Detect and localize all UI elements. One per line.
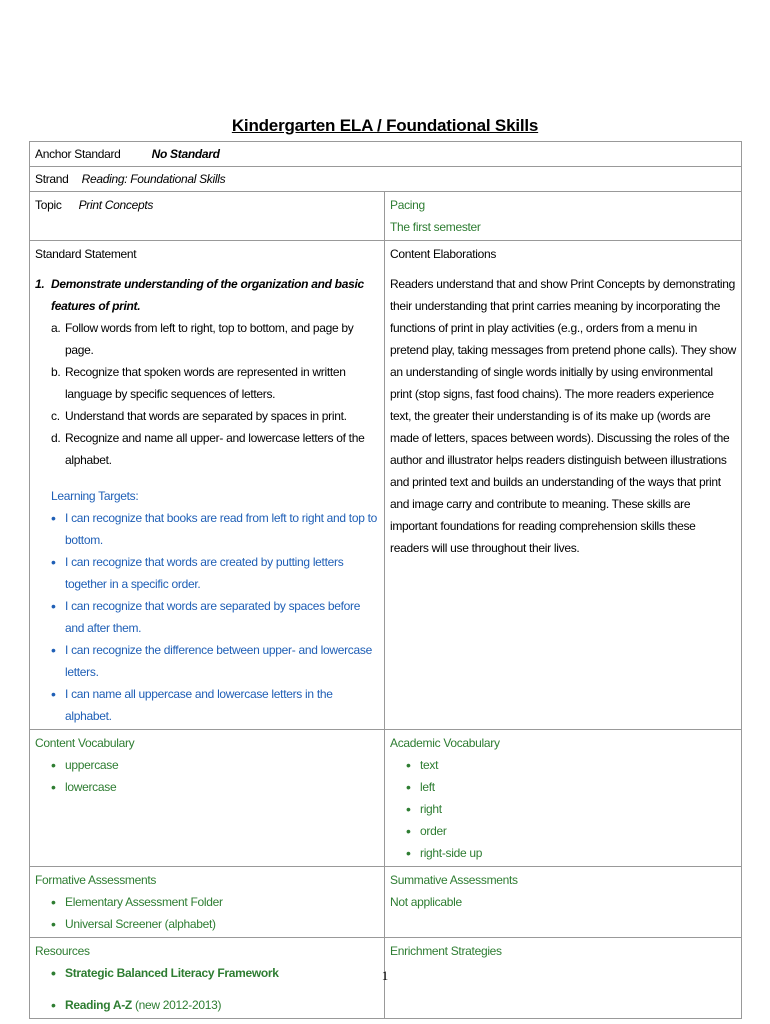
strand-label: Strand <box>35 172 69 186</box>
page-title: Kindergarten ELA / Foundational Skills <box>231 116 539 135</box>
topic-row <box>30 192 742 241</box>
statement-row <box>30 241 742 730</box>
standard-number: 1. <box>35 277 45 291</box>
standard-statement-label: Standard Statement <box>35 247 137 261</box>
academic-vocabulary-list <box>390 754 736 864</box>
standard-item: c. Understand that words are separated by spaces in print. <box>51 409 347 423</box>
standard-heading-text: Demonstrate understanding of the organization and basic features of print. <box>51 277 364 313</box>
content-elaborations-text: Readers understand that and show Print Concepts by demonstrating their understanding that print carries meaning by incorporating the functions of print in play activities (e.g., orders from a menu in pretend play, taking messages from pretend phone calls). They show an understanding of single words initially by using environmental print (stop signs, fast food chains). The more readers experience text, the greater their understanding is of its make up (words are made of letters, spaces between words). Discussing the roles of the author and illustrator helps readers distinguish between illustrations and printed text and builds an understanding of the ways that print and image carry and contribute to meaning. These skills are important foundations for reading comprehension skills these readers will use throughout their lives. <box>390 277 736 555</box>
summative-assessments-label: Summative Assessments <box>390 873 518 887</box>
academic-vocabulary-label: Academic Vocabulary <box>390 736 500 750</box>
learning-target: • I can recognize the difference between upper- and lowercase letters. <box>65 639 379 683</box>
vocab-item: • right <box>420 798 736 820</box>
content-vocabulary-list <box>35 754 379 798</box>
learning-target: • I can recognize that words are separated by spaces before and after them. <box>65 595 379 639</box>
learning-target: • I can name all uppercase and lowercase letters in the alphabet. <box>65 683 379 727</box>
resource-item: • Reading A-Z (new 2012-2013) <box>65 994 379 1016</box>
resource-item: • Strategic Balanced Literacy Framework <box>65 962 379 984</box>
vocab-item: • left <box>420 776 736 798</box>
formative-assessments-label: Formative Assessments <box>35 873 157 887</box>
vocab-item: • lowercase <box>65 776 379 798</box>
learning-target: • I can recognize that words are created by putting letters together in a specific order. <box>65 551 379 595</box>
learning-targets-list <box>35 507 379 727</box>
assessment-item: • Elementary Assessment Folder <box>65 891 379 913</box>
assessments-row <box>30 867 742 938</box>
learning-target: • I can recognize that books are read from left to right and top to bottom. <box>65 507 379 551</box>
formative-assessments-list <box>35 891 379 935</box>
summative-assessments-value: Not applicable <box>390 895 462 909</box>
topic-label: Topic <box>35 198 62 212</box>
vocab-item: • order <box>420 820 736 842</box>
vocab-item: • uppercase <box>65 754 379 776</box>
anchor-value: No Standard <box>151 147 220 161</box>
standard-item: a. Follow words from left to right, top to bottom, and page by page. <box>51 321 354 357</box>
strand-row <box>30 167 742 192</box>
content-elaborations-label: Content Elaborations <box>390 247 497 261</box>
learning-targets-label: Learning Targets: <box>51 489 139 503</box>
standard-heading <box>35 273 379 317</box>
pacing-label: Pacing <box>390 198 425 212</box>
standard-item: d. Recognize and name all upper- and lowercase letters of the alphabet. <box>51 431 365 467</box>
standard-items <box>35 317 379 471</box>
resources-label: Resources <box>35 944 90 958</box>
standard-item: b. Recognize that spoken words are represented in written language by specific sequences of letters. <box>51 365 346 401</box>
page-number: 1 <box>381 968 389 983</box>
topic-value: Print Concepts <box>78 198 154 212</box>
anchor-label: Anchor Standard <box>35 147 121 161</box>
standards-table <box>29 141 742 1019</box>
strand-value: Reading: Foundational Skills <box>81 172 226 186</box>
vocabulary-row <box>30 730 742 867</box>
vocab-item: • right-side up <box>420 842 736 864</box>
pacing-value: The first semester <box>390 220 481 234</box>
enrichment-label: Enrichment Strategies <box>390 944 502 958</box>
assessment-item: • Universal Screener (alphabet) <box>65 913 379 935</box>
content-vocabulary-label: Content Vocabulary <box>35 736 135 750</box>
vocab-item: • text <box>420 754 736 776</box>
anchor-row <box>30 142 742 167</box>
